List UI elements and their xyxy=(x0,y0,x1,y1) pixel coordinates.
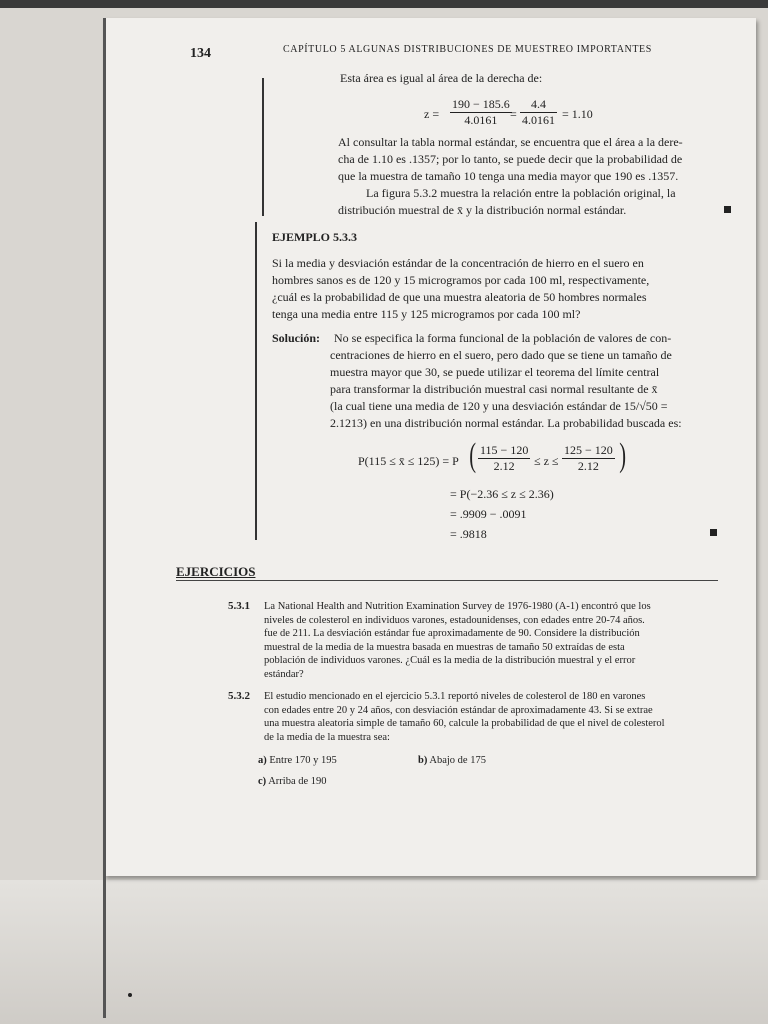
prob-fraction-1-denominator: 2.12 xyxy=(478,458,530,474)
example-statement-line: Si la media y desviación estándar de la concentración de hierro en el suero en xyxy=(272,256,644,270)
page-edge xyxy=(103,18,106,1018)
prob-fraction-2-denominator: 2.12 xyxy=(562,458,615,474)
paragraph-line: Al consultar la tabla normal estándar, se encuentra que el área a la dere- xyxy=(338,135,683,149)
option-text: Arriba de 190 xyxy=(268,776,327,787)
exercise-number: 5.3.1 xyxy=(228,600,250,612)
solution-line: 2.1213) en una distribución normal estándar. La probabilidad buscada es: xyxy=(330,416,682,430)
exercise-line: con edades entre 20 y 24 años, con desviación estándar de aproximadamente 43. Si se extrae xyxy=(264,704,653,716)
left-paren: ( xyxy=(469,437,477,474)
right-paren: ) xyxy=(619,437,627,474)
exercise-line: El estudio mencionado en el ejercicio 5.3.1 reportó niveles de colesterol de 180 en varones xyxy=(264,691,646,702)
probability-lhs: P(115 ≤ x̄ ≤ 125) = P xyxy=(358,454,459,468)
calc-step: = P(−2.36 ≤ z ≤ 2.36) xyxy=(450,487,554,501)
z-prefix: z = xyxy=(424,107,440,121)
scan-dot xyxy=(128,993,132,997)
solution-line: muestra mayor que 30, se puede utilizar el teorema del límite central xyxy=(330,365,660,379)
option-a xyxy=(258,754,337,768)
example-margin-rule xyxy=(255,222,257,540)
intro-text: Esta área es igual al área de la derecha de: xyxy=(340,71,543,85)
exercise-line: muestral de la media de la muestra basada en muestras de tamaño 50 extraídas de esta xyxy=(264,641,625,653)
running-header: CAPÍTULO 5 ALGUNAS DISTRIBUCIONES DE MUESTREO IMPORTANTES xyxy=(283,44,652,55)
z-inequality: ≤ z ≤ xyxy=(534,454,559,468)
end-of-example-mark xyxy=(724,206,731,213)
paragraph-line: que la muestra de tamaño 10 tenga una media mayor que 190 es .1357. xyxy=(338,169,679,183)
exercises-title: EJERCICIOS xyxy=(176,564,256,579)
solution-line: para transformar la distribución muestral casi normal resultante de x̄ xyxy=(330,382,658,396)
z-fraction-1-denominator: 4.0161 xyxy=(450,112,512,128)
exercises-rule xyxy=(176,580,718,581)
example-statement-line: tenga una media entre 115 y 125 microgramos por cada 100 ml? xyxy=(272,307,581,321)
z-fraction-1-numerator: 190 − 185.6 xyxy=(452,97,510,111)
solution-line: No se especifica la forma funcional de la población de valores de con- xyxy=(334,331,672,345)
margin-rule xyxy=(262,78,264,216)
prob-fraction-1 xyxy=(478,443,530,474)
exercise-line: niveles de colesterol en individuos varones, estadounidenses, con edades entre 20-74 años. xyxy=(264,614,645,626)
option-label: c) xyxy=(258,776,267,787)
option-label: a) xyxy=(258,755,267,766)
z-fraction-2-denominator: 4.0161 xyxy=(522,113,555,127)
option-label: b) xyxy=(418,755,428,766)
option-text: Entre 170 y 195 xyxy=(269,755,337,766)
end-of-example-mark xyxy=(710,529,717,536)
option-b xyxy=(418,754,486,768)
scan-top-border xyxy=(0,0,768,8)
example-statement-line: ¿cuál es la probabilidad de que una muestra aleatoria de 50 hombres normales xyxy=(272,290,647,304)
page-number: 134 xyxy=(190,46,211,61)
exercise-line: La National Health and Nutrition Examination Survey de 1976-1980 (A-1) encontró que los xyxy=(264,601,651,612)
example-title: EJEMPLO 5.3.3 xyxy=(272,230,358,244)
z-fraction-2 xyxy=(520,97,557,128)
prob-fraction-2-numerator: 125 − 120 xyxy=(564,443,613,457)
exercise-line: de la media de la muestra sea: xyxy=(264,731,390,743)
z-result: = 1.10 xyxy=(562,107,593,121)
calc-step: = .9909 − .0091 xyxy=(450,507,527,521)
prob-fraction-2 xyxy=(562,443,615,474)
calc-step: = .9818 xyxy=(450,527,487,541)
z-fraction-2-numerator: 4.4 xyxy=(531,97,546,111)
scan-background xyxy=(0,880,768,1024)
solution-label: Solución: xyxy=(272,331,321,345)
solution-line: centraciones de hierro en el suero, pero dado que se tiene un tamaño de xyxy=(330,348,672,362)
prob-fraction-1-numerator: 115 − 120 xyxy=(480,443,529,457)
z-equals: = xyxy=(510,107,517,121)
exercise-line: población de individuos varones. ¿Cuál es la media de la distribución muestral y el error xyxy=(264,655,636,666)
option-text: Abajo de 175 xyxy=(429,755,486,766)
paragraph-line: La figura 5.3.2 muestra la relación entre la población original, la xyxy=(366,186,676,200)
z-fraction-1 xyxy=(450,97,512,128)
paragraph-line: cha de 1.10 es .1357; por lo tanto, se puede decir que la probabilidad de xyxy=(338,152,683,166)
exercise-line: fue de 211. La desviación estándar fue aproximadamente de 90. Considere la distribución xyxy=(264,628,640,639)
example-statement-line: hombres sanos es de 120 y 15 microgramos por cada 100 ml, respectivamente, xyxy=(272,273,650,287)
option-c xyxy=(258,775,327,789)
exercise-line: estándar? xyxy=(264,668,304,680)
solution-line: (la cual tiene una media de 120 y una desviación estándar de 15/√50 = xyxy=(330,399,668,413)
exercise-number: 5.3.2 xyxy=(228,690,250,702)
paragraph-line: distribución muestral de x̄ y la distribución normal estándar. xyxy=(338,203,627,217)
exercise-line: una muestra aleatoria simple de tamaño 60, calcule la probabilidad de que el nivel de colesterol xyxy=(264,718,665,729)
